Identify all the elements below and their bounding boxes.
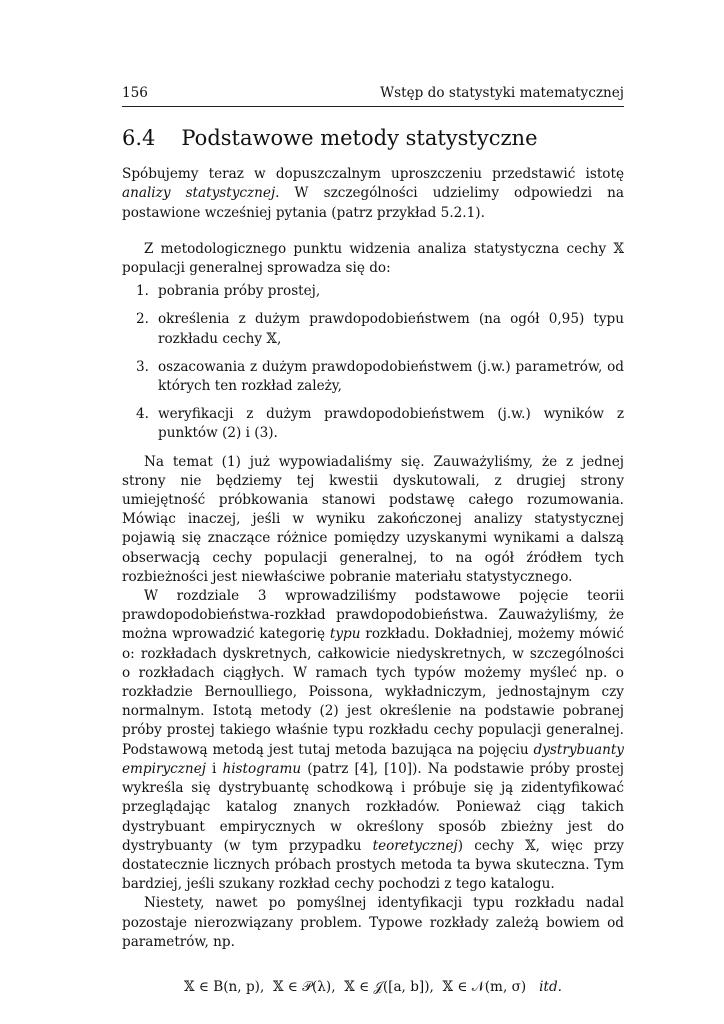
distribution-formula xyxy=(122,978,624,997)
section-number: 6.4 xyxy=(122,126,156,151)
formula-uniform: 𝕏 ∈ 𝒥([a, b]), xyxy=(344,978,434,995)
chapter3-emphasis-1: typu xyxy=(329,626,361,643)
list-item-number: 1. xyxy=(136,283,149,300)
formula-normal: 𝕏 ∈ 𝒩(m, σ) xyxy=(442,978,527,995)
section-heading xyxy=(122,125,624,151)
formula-binomial: 𝕏 ∈ B(n, p), xyxy=(184,978,265,995)
chapter3-text-1: W rozdziale 3 wprowadziliśmy podstawowe pojęcie teorii prawdopodobieństwa-rozkład prawdopodobieństwa. Zauważyliśmy, że można wprowadzić kategorię xyxy=(122,588,624,643)
list-item-text: oszacowania z dużym prawdopodobieństwem (j.w.) parametrów, od których ten rozkład zależy, xyxy=(158,358,624,395)
list-item xyxy=(122,358,624,396)
chapter3-text-4: (patrz [4], [10]). Na podstawie próby prostej wykreśla się dystrybuantę schodkową i próbuje się ją zidentyfikować przeglądając katalog znanych rozkładów. Ponieważ ciąg takich dystrybuant empirycznych w określony sposób zbieżny jest do dystrybuanty (w tym przypadku xyxy=(122,760,624,854)
chapter3-emphasis-2: dystrybuanty empirycznej xyxy=(122,741,624,777)
page-number: 156 xyxy=(122,85,148,101)
method-paragraph: Z metodologicznego punktu widzenia analiza statystyczna cechy 𝕏 populacji generalnej sprowadza się do: xyxy=(122,240,624,277)
chapter3-paragraph xyxy=(122,587,624,894)
topic1-paragraph: Na temat (1) już wypowiadaliśmy się. Zauważyliśmy, że z jednej strony nie będziemy tej kwestii dyskutowali, z drugiej strony umiejętność próbkowania stanowi podstawę całego rozumowania. Mówiąc inaczej, jeśli w wyniku zakończonej analizy statystycznej pojawią się znaczące różnice pomiędzy uzyskanymi wynikami a dalszą obserwacją cechy populacji generalnej, to na ogół źródłem tych rozbieżności jest niewłaściwe pobranie materiału statystycznego. xyxy=(122,453,624,585)
list-item xyxy=(122,282,624,301)
intro-emphasis: analizy statystycznej xyxy=(122,185,276,202)
list-item xyxy=(122,310,624,348)
list-item-number: 2. xyxy=(136,311,149,328)
list-item-text: określenia z dużym prawdopodobieństwem (na ogół 0,95) typu rozkładu cechy 𝕏, xyxy=(158,311,624,347)
formula-etc: itd. xyxy=(539,978,562,995)
chapter3-emphasis-4: teoretycznej xyxy=(372,837,458,854)
list-item-number: 4. xyxy=(136,406,149,423)
list-item-text: weryfikacji z dużym prawdopodobieństwem (j.w.) wyników z punktów (2) i (3). xyxy=(158,406,624,442)
chapter3-text-2: rozkładu. Dokładniej, możemy mówić o: rozkładach dyskretnych, całkowicie niedyskretnych, w szczególności o rozkładach ciągłych. W ramach tych typów możemy myśleć np. o rozkładzie Bernoulliego, Poissona, wykładniczym, jednostajnym czy normalnym. Istotą metody (2) jest określenie na podstawie pobranej próby prostej takiego właśnie typu rozkładu cechy populacji generalnej. Podstawową metodą jest tutaj metoda bazująca na pojęciu xyxy=(122,626,624,758)
steps-list xyxy=(122,282,624,443)
list-item xyxy=(122,405,624,443)
intro-paragraph xyxy=(122,165,624,223)
problem-paragraph: Niestety, nawet po pomyślnej identyfikacji typu rozkładu nadal pozostaje nierozwiązany problem. Typowe rozkłady zależą bowiem od parametrów, np. xyxy=(122,895,624,950)
running-header xyxy=(122,84,624,107)
chapter3-emphasis-3: histogramu xyxy=(222,760,302,777)
list-item-text: pobrania próby prostej, xyxy=(158,283,321,300)
list-item-number: 3. xyxy=(136,358,149,375)
intro-text-2: . W szczególności udzielimy odpowiedzi na postawione wcześniej pytania (patrz przykład 5.2.1). xyxy=(122,185,624,221)
section-title: Podstawowe metody statystyczne xyxy=(181,126,538,151)
chapter3-text-3: i xyxy=(205,760,223,777)
running-title: Wstęp do statystyki matematycznej xyxy=(380,85,624,101)
chapter3-text-5: ) cechy 𝕏, więc przy dostatecznie licznych próbach prostych metoda ta bywa skuteczna. Tym bardziej, jeśli szukany rozkład cechy pochodzi z tego katalogu. xyxy=(122,837,624,893)
page-content xyxy=(122,84,624,997)
formula-poisson: 𝕏 ∈ 𝒫(λ), xyxy=(272,978,336,995)
intro-text-1: Spóbujemy teraz w dopuszczalnym uproszczeniu przedstawić istotę xyxy=(122,166,624,183)
